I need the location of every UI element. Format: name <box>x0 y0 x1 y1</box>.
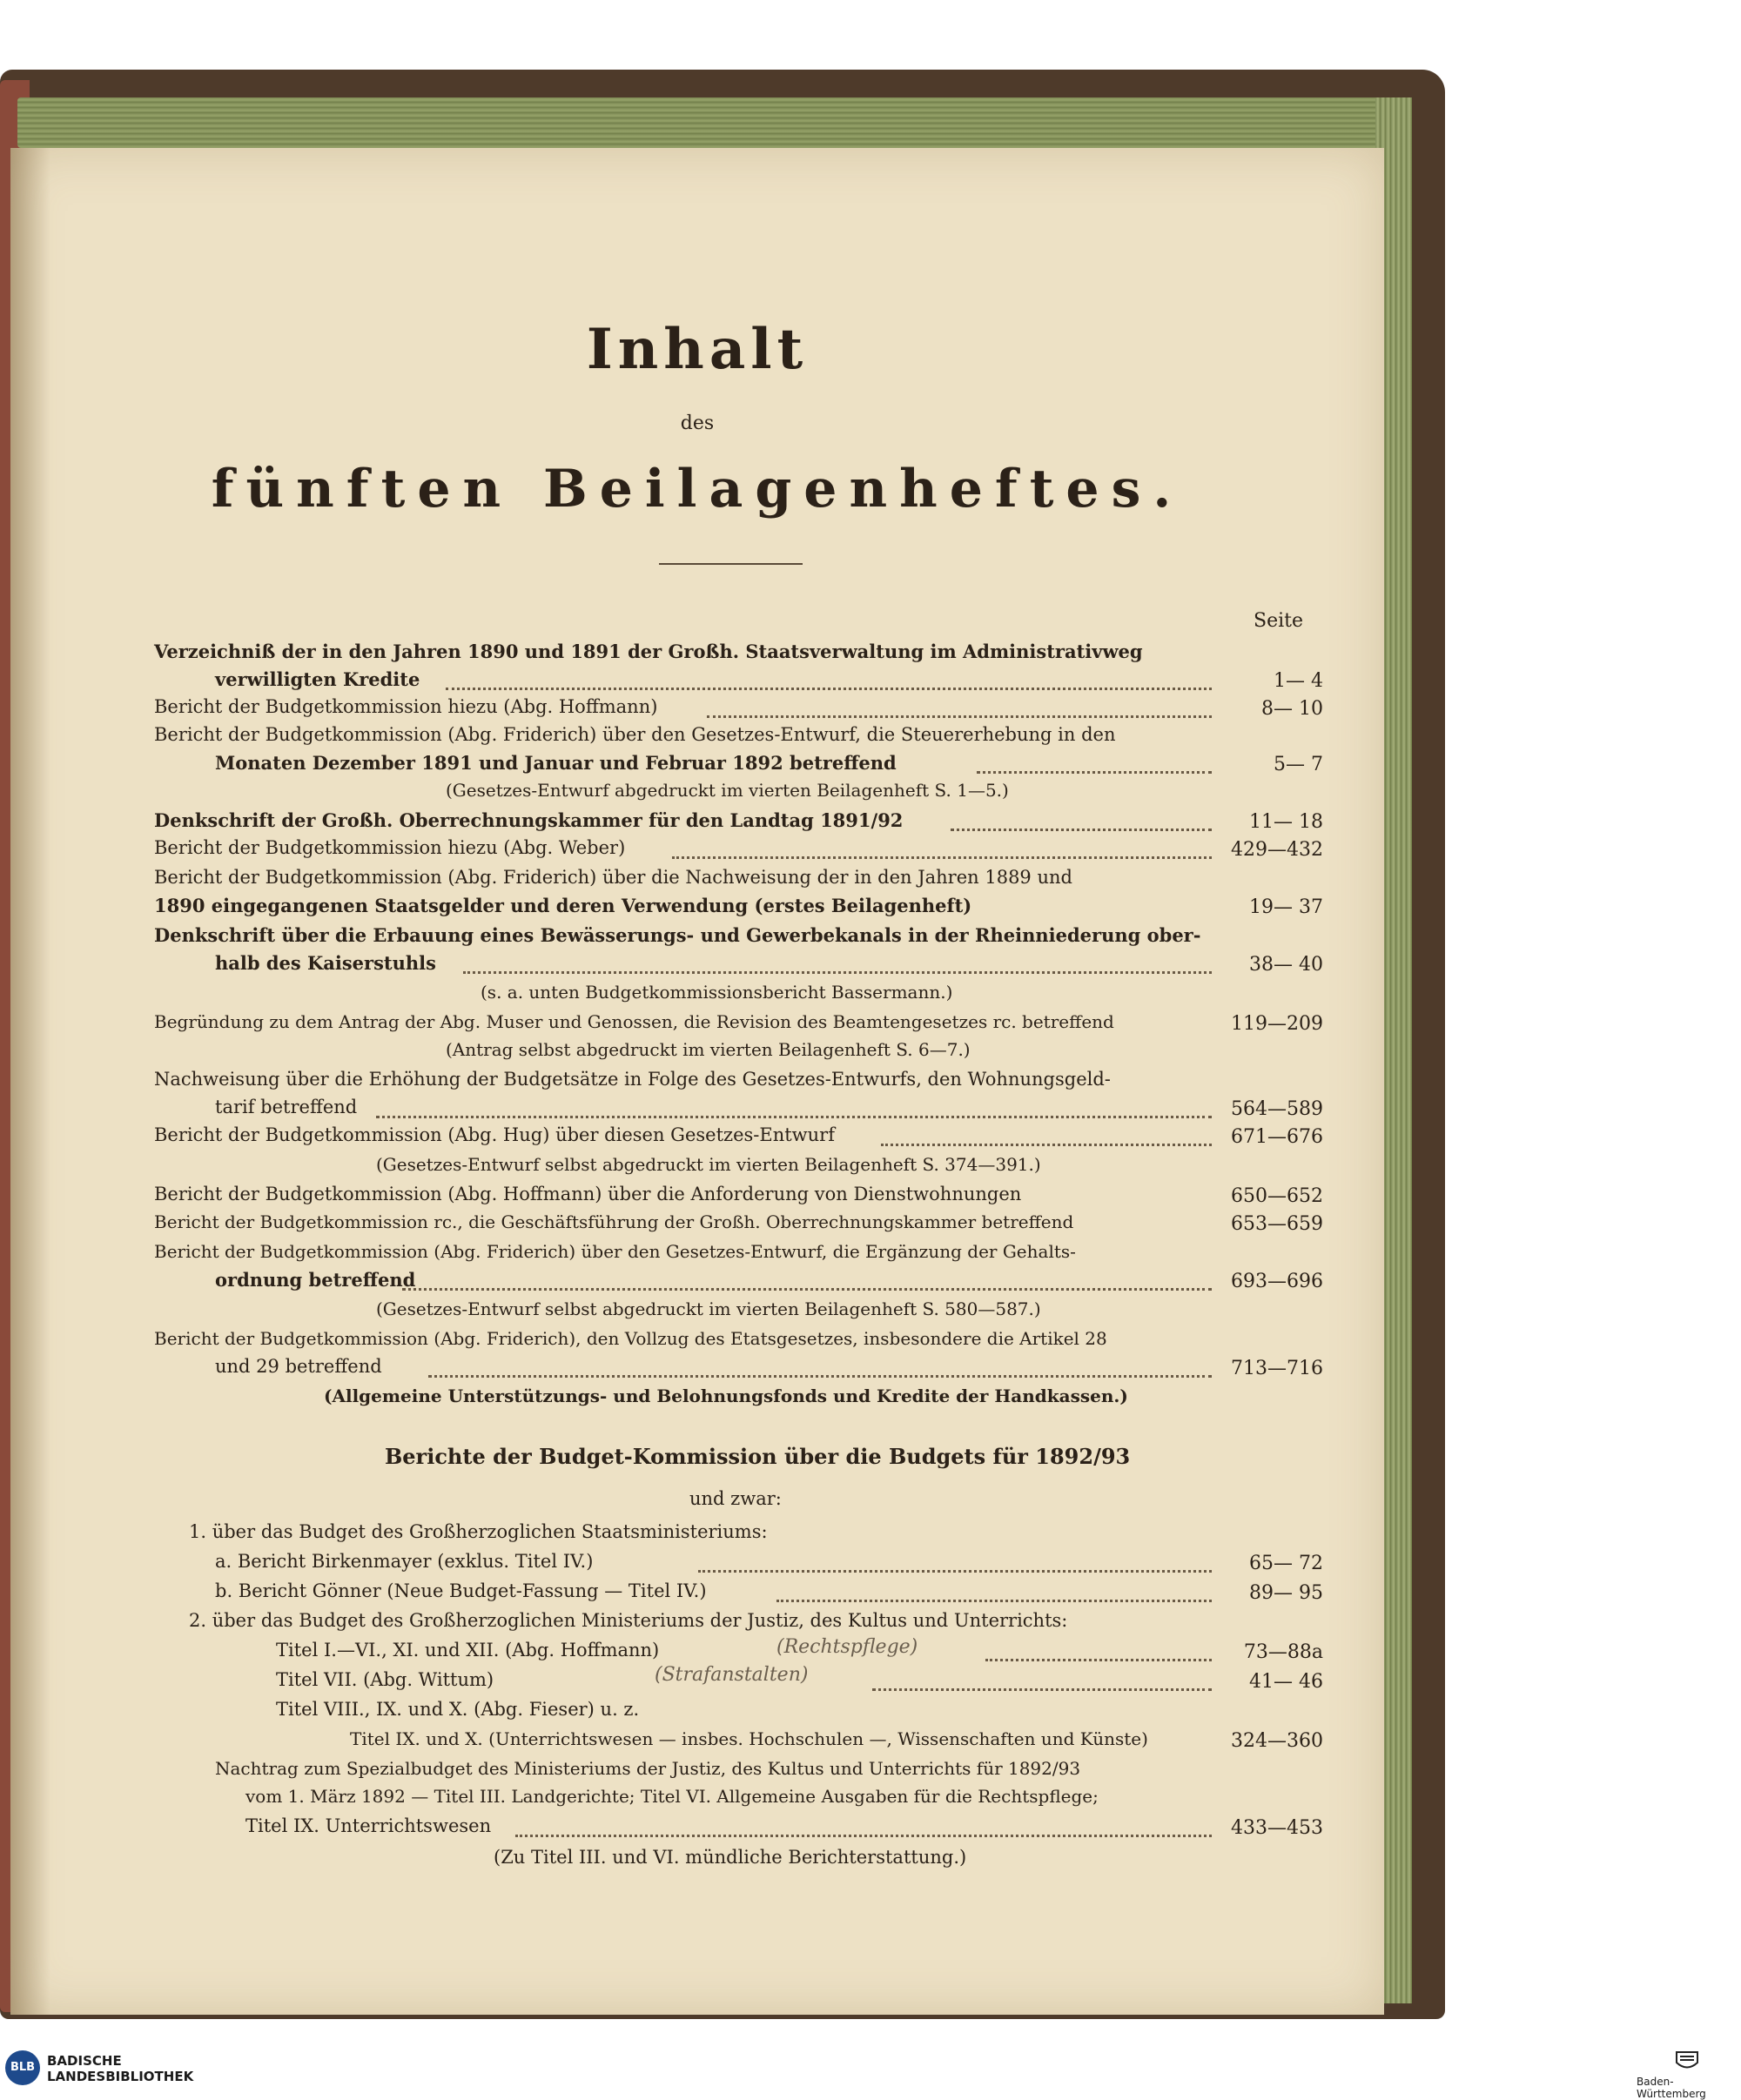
budget-item: 2. über das Budget des Großherzoglichen Ministeriums der Justiz, des Kultus und Unterrichts: <box>189 1610 1068 1631</box>
budget-item: Titel I.—VI., XI. und XII. (Abg. Hoffmann) <box>276 1640 660 1661</box>
toc-entry-pages: 1— 4 <box>1274 670 1323 692</box>
budget-item: b. Bericht Gönner (Neue Budget-Fassung — Titel IV.) <box>215 1580 707 1601</box>
budget-item-pages: 324—360 <box>1231 1730 1323 1752</box>
handwritten-annotation: (Rechtspflege) <box>776 1636 918 1658</box>
toc-entry-pages: 119—209 <box>1231 1013 1323 1035</box>
section-heading: Berichte der Budget-Kommission über die Budgets für 1892/93 <box>385 1444 1131 1469</box>
leader-dots <box>446 670 1212 690</box>
library-logo: BLB <box>5 2050 40 2085</box>
budget-item: vom 1. März 1892 — Titel III. Landgerichte; Titel VI. Allgemeine Ausgaben für die Rechtspflege; <box>245 1786 1099 1807</box>
leader-dots <box>463 954 1212 974</box>
toc-entry-pages: 11— 18 <box>1249 811 1323 833</box>
toc-entry-pages: 19— 37 <box>1249 896 1323 918</box>
library-name-line2: LANDESBIBLIOTHEK <box>47 2069 194 2084</box>
toc-entry-line: 1890 eingegangenen Staatsgelder und deren Verwendung (erstes Beilagenheft) <box>154 895 972 916</box>
budget-item: Nachtrag zum Spezialbudget des Ministeriums der Justiz, des Kultus und Unterrichts für 1892/93 <box>215 1758 1081 1779</box>
toc-entry-pages: 5— 7 <box>1274 754 1323 775</box>
toc-entry-line: Bericht der Budgetkommission (Abg. Friderich) über den Gesetzes-Entwurf, die Ergänzung der Gehalts- <box>154 1241 1076 1262</box>
leader-dots <box>977 754 1212 774</box>
toc-entry-line: tarif betreffend <box>215 1097 358 1117</box>
toc-entry-note: (Gesetzes-Entwurf selbst abgedruckt im vierten Beilagenheft S. 374—391.) <box>376 1154 1041 1175</box>
budget-item-pages: 89— 95 <box>1249 1582 1323 1604</box>
state-crest-icon <box>1670 2049 1704 2073</box>
leader-dots <box>985 1641 1212 1661</box>
toc-entry-line: Bericht der Budgetkommission (Abg. Hug) über diesen Gesetzes-Entwurf <box>154 1124 835 1145</box>
toc-entry-pages: 564—589 <box>1231 1098 1323 1120</box>
budget-item-pages: 41— 46 <box>1249 1671 1323 1693</box>
toc-entry-pages: 671—676 <box>1231 1126 1323 1148</box>
leader-dots <box>951 811 1212 831</box>
toc-entry-line: Denkschrift über die Erbauung eines Bewässerungs- und Gewerbekanals in der Rheinniederung ober- <box>154 924 1201 946</box>
toc-entry-line: Bericht der Budgetkommission hiezu (Abg. Weber) <box>154 837 626 858</box>
toc-entry-line: Bericht der Budgetkommission (Abg. Hoffmann) über die Anforderung von Dienstwohnungen <box>154 1184 1022 1204</box>
toc-entry-line: halb des Kaiserstuhls <box>215 952 436 974</box>
toc-entry-line: Bericht der Budgetkommission (Abg. Friderich) über die Nachweisung der in den Jahren 1889 und <box>154 867 1072 888</box>
toc-entry-pages: 713—716 <box>1231 1358 1323 1379</box>
toc-entry-line: Monaten Dezember 1891 und Januar und Februar 1892 betreffend <box>215 752 897 774</box>
toc-entry-line: und 29 betreffend <box>215 1356 382 1377</box>
toc-entry-note: (Gesetzes-Entwurf abgedruckt im vierten Beilagenheft S. 1—5.) <box>446 780 1009 801</box>
leader-dots <box>515 1817 1212 1837</box>
toc-entry-pages: 650—652 <box>1231 1185 1323 1207</box>
budget-item: 1. über das Budget des Großherzoglichen Staatsministeriums: <box>189 1521 768 1542</box>
budget-item: Titel VIII., IX. und X. (Abg. Fieser) u. z. <box>276 1699 640 1720</box>
document-page <box>10 148 1384 2015</box>
toc-entry-pages: 693—696 <box>1231 1271 1323 1292</box>
toc-entry-line: Verzeichniß der in den Jahren 1890 und 1891 der Großh. Staatsverwaltung im Administrativweg <box>154 641 1143 662</box>
page-title: Inhalt <box>586 317 809 382</box>
toc-entry-line: Denkschrift der Großh. Oberrechnungskammer für den Landtag 1891/92 <box>154 809 904 831</box>
toc-entry-line: Bericht der Budgetkommission (Abg. Friderich), den Vollzug des Etatsgesetzes, insbesondere die Artikel 28 <box>154 1328 1107 1349</box>
budget-item: Titel VII. (Abg. Wittum) <box>276 1669 494 1690</box>
toc-entry-line: Bericht der Budgetkommission hiezu (Abg. Hoffmann) <box>154 696 658 717</box>
toc-entry-line: ordnung betreffend <box>215 1269 416 1291</box>
budget-item: a. Bericht Birkenmayer (exklus. Titel IV.) <box>215 1551 594 1572</box>
toc-entry-line: Bericht der Budgetkommission rc., die Geschäftsführung der Großh. Oberrechnungskammer betreffend <box>154 1211 1074 1232</box>
leader-dots <box>881 1126 1212 1146</box>
footer-bar <box>0 2047 1741 2091</box>
state-name: Baden-Württemberg <box>1637 2076 1706 2100</box>
leader-dots <box>376 1098 1212 1118</box>
toc-entry-note: (s. a. unten Budgetkommissionsbericht Bassermann.) <box>481 982 953 1003</box>
page-column-label: Seite <box>1254 610 1303 632</box>
title-divider <box>659 563 803 565</box>
budget-item-pages: 65— 72 <box>1249 1553 1323 1574</box>
toc-entry-pages: 653—659 <box>1231 1213 1323 1235</box>
budget-item-pages: 433—453 <box>1231 1817 1323 1839</box>
toc-entry-pages: 8— 10 <box>1261 698 1323 720</box>
toc-entry-pages: 429—432 <box>1231 839 1323 861</box>
leader-dots <box>672 839 1212 859</box>
title-connector: des <box>680 413 715 434</box>
budget-item: Titel IX. und X. (Unterrichtswesen — insbes. Hochschulen —, Wissenschaften und Künste) <box>350 1728 1148 1749</box>
toc-entry-line: Nachweisung über die Erhöhung der Budgetsätze in Folge des Gesetzes-Entwurfs, den Wohnungsgeld- <box>154 1069 1111 1090</box>
budget-item-pages: 73—88a <box>1243 1641 1323 1663</box>
closing-note: (Zu Titel III. und VI. mündliche Berichterstattung.) <box>494 1847 967 1868</box>
toc-entry-line: verwilligten Kredite <box>215 668 420 690</box>
toc-entry-note: (Antrag selbst abgedruckt im vierten Beilagenheft S. 6—7.) <box>446 1039 971 1060</box>
budget-item: Titel IX. Unterrichtswesen <box>245 1815 492 1836</box>
page-edges-top <box>17 97 1410 148</box>
toc-entry-line: Bericht der Budgetkommission (Abg. Friderich) über den Gesetzes-Entwurf, die Steuererhebung in den <box>154 724 1116 745</box>
leader-dots <box>698 1553 1212 1573</box>
leader-dots <box>872 1671 1212 1691</box>
leader-dots <box>776 1582 1212 1602</box>
library-name-line1: BADISCHE <box>47 2053 122 2069</box>
leader-dots <box>402 1271 1212 1291</box>
toc-entry-note: (Allgemeine Unterstützungs- und Belohnungsfonds und Kredite der Handkassen.) <box>324 1385 1128 1406</box>
toc-entry-line: Begründung zu dem Antrag der Abg. Muser und Genossen, die Revision des Beamtengesetzes rc. betreffend <box>154 1011 1114 1032</box>
toc-entry-pages: 38— 40 <box>1249 954 1323 976</box>
leader-dots <box>707 698 1212 718</box>
leader-dots <box>428 1358 1212 1378</box>
section-subheading: und zwar: <box>689 1488 782 1509</box>
page-subtitle: fünften Beilagenheftes. <box>211 459 1184 520</box>
handwritten-annotation: (Strafanstalten) <box>655 1664 809 1686</box>
toc-entry-note: (Gesetzes-Entwurf selbst abgedruckt im vierten Beilagenheft S. 580—587.) <box>376 1298 1041 1319</box>
